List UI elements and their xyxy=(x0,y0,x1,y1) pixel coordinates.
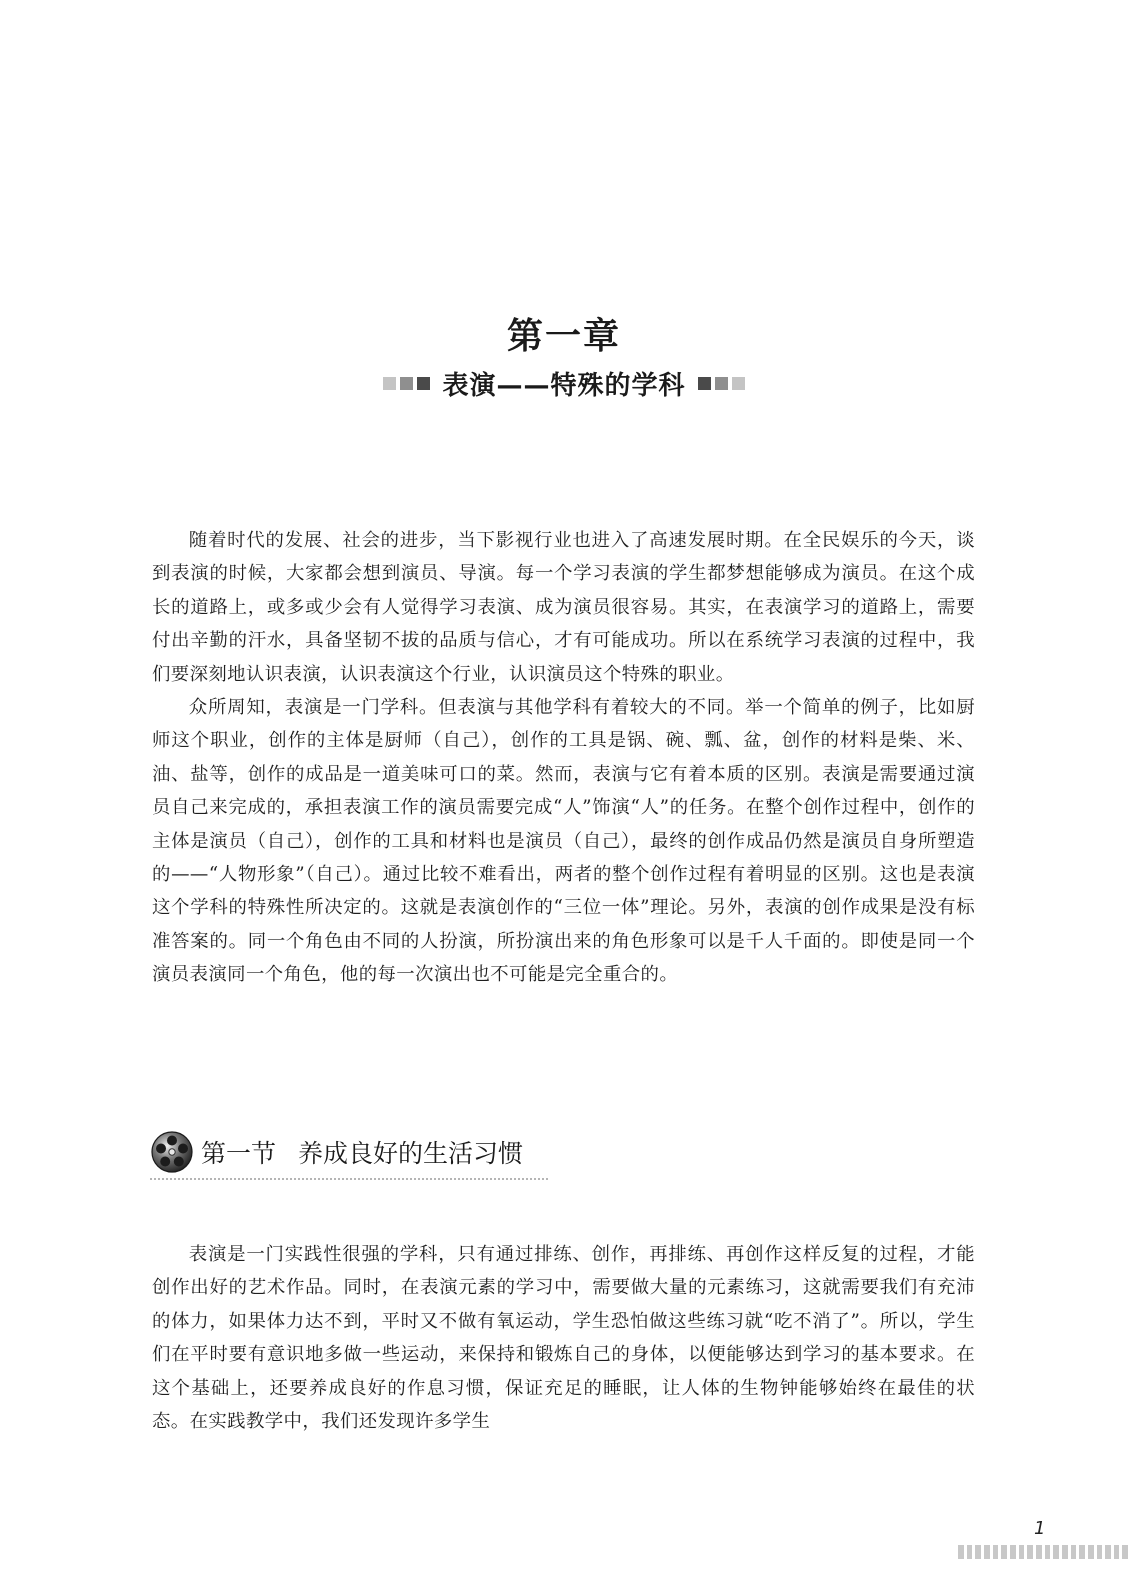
section-header xyxy=(150,1126,550,1180)
chapter-title: 第一章 xyxy=(506,316,621,357)
paragraph: 随着时代的发展、社会的进步，当下影视行业也进入了高速发展时期。在全民娱乐的今天，谈到表演的时候，大家都会想到演员、导演。每一个学习表演的学生都梦想能够成为演员。在这个成长的道路上，或多或少会有人觉得学习表演、成为演员很容易。其实，在表演学习的道路上，需要付出辛勤的汗水，具备坚韧不拔的品质与信心，才有可能成功。所以在系统学习表演的过程中，我们要深刻地认识表演，认识表演这个行业，认识演员这个特殊的职业。 xyxy=(152,530,975,685)
intro-text xyxy=(152,524,975,992)
section-title xyxy=(201,1134,523,1170)
decor-square xyxy=(417,377,430,390)
chapter-subtitle: 表演——特殊的学科 xyxy=(442,371,686,401)
page-number: 1 xyxy=(1034,1518,1046,1539)
left-square-decoration xyxy=(383,377,430,390)
decor-square xyxy=(383,377,396,390)
section-name: 养成良好的生活习惯 xyxy=(298,1139,524,1168)
footer-decoration xyxy=(958,1545,1128,1559)
section-text xyxy=(152,1238,975,1438)
decor-square xyxy=(715,377,728,390)
film-reel-icon xyxy=(150,1130,194,1174)
chapter-subtitle-row xyxy=(0,365,1128,402)
decor-square xyxy=(400,377,413,390)
paragraph: 众所周知，表演是一门学科。但表演与其他学科有着较大的不同。举一个简单的例子，比如厨师这个职业，创作的主体是厨师（自己），创作的工具是锅、碗、瓢、盆，创作的材料是柴、米、油、盐等，创作的成品是一道美味可口的菜。然而，表演与它有着本质的区别。表演是需要通过演员自己来完成的，承担表演工作的演员需要完成“人”饰演“人”的任务。在整个创作过程中，创作的主体是演员（自己），创作的工具和材料也是演员（自己），最终的创作成品仍然是演员自身所塑造的——“人物形象”（自己）。通过比较不难看出，两者的整个创作过程有着明显的区别。这也是表演这个学科的特殊性所决定的。这就是表演创作的“三位一体”理论。另外，表演的创作成果是没有标准答案的。同一个角色由不同的人扮演，所扮演出来的角色形象可以是千人千面的。即使是同一个演员表演同一个角色，他的每一次演出也不可能是完全重合的。 xyxy=(152,697,975,986)
paragraph: 表演是一门实践性很强的学科，只有通过排练、创作，再排练、再创作这样反复的过程，才能创作出好的艺术作品。同时，在表演元素的学习中，需要做大量的元素练习，这就需要我们有充沛的体力，如果体力达不到，平时又不做有氧运动，学生恐怕做这些练习就“吃不消了”。所以，学生们在平时要有意识地多做一些运动，来保持和锻炼自己的身体，以便能够达到学习的基本要求。在这个基础上，还要养成良好的作息习惯，保证充足的睡眠，让人体的生物钟能够始终在最佳的状态。在实践教学中，我们还发现许多学生 xyxy=(152,1244,975,1433)
decor-square xyxy=(698,377,711,390)
section-divider xyxy=(150,1178,548,1180)
right-square-decoration xyxy=(698,377,745,390)
decor-square xyxy=(732,377,745,390)
section-number: 第一节 xyxy=(201,1139,277,1168)
